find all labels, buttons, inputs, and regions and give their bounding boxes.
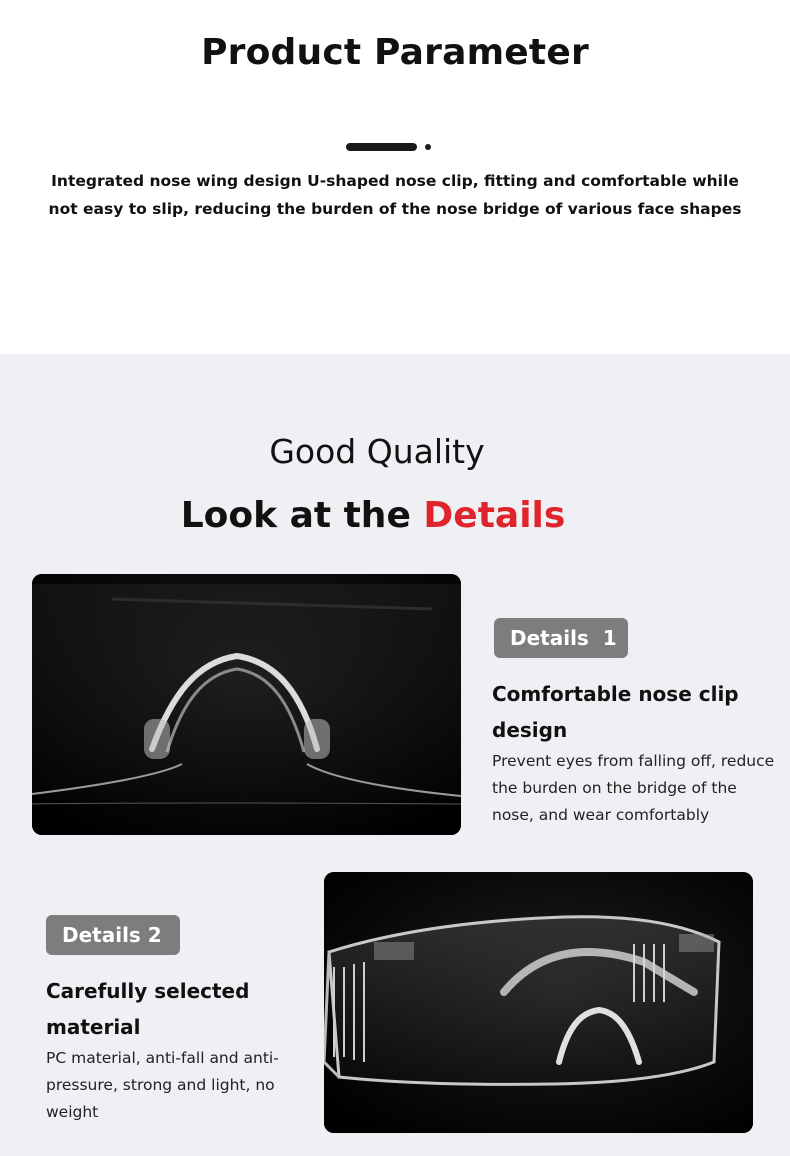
details-1-badge: Details 1 xyxy=(494,618,628,658)
feature-2-title: Carefully selected material xyxy=(46,979,250,1039)
headline-prefix: Look at the xyxy=(180,495,424,536)
section-description: Integrated nose wing design U-shaped nose clip, fitting and comfortable while not easy to slip, reducing the burden of the nose bridge of various face shapes xyxy=(48,172,742,218)
divider-bar xyxy=(346,143,417,151)
feature-1-title: Comfortable nose clip design xyxy=(492,682,739,742)
safety-goggles-photo xyxy=(324,872,753,1133)
headline-accent: Details xyxy=(423,495,566,536)
feature-1-description: Prevent eyes from falling off, reduce the burden on the bridge of the nose, and wear comfortably xyxy=(492,752,775,824)
feature-2-description: PC material, anti-fall and anti-pressure, strong and light, no weight xyxy=(46,1049,279,1121)
section-title: Product Parameter xyxy=(201,32,589,73)
product-parameter-section xyxy=(0,0,790,354)
divider-dot xyxy=(425,144,431,150)
nose-clip-photo xyxy=(32,574,461,835)
good-quality-subtitle: Good Quality xyxy=(269,432,485,471)
details-headline xyxy=(0,495,746,536)
details-2-badge: Details 2 xyxy=(46,915,180,955)
